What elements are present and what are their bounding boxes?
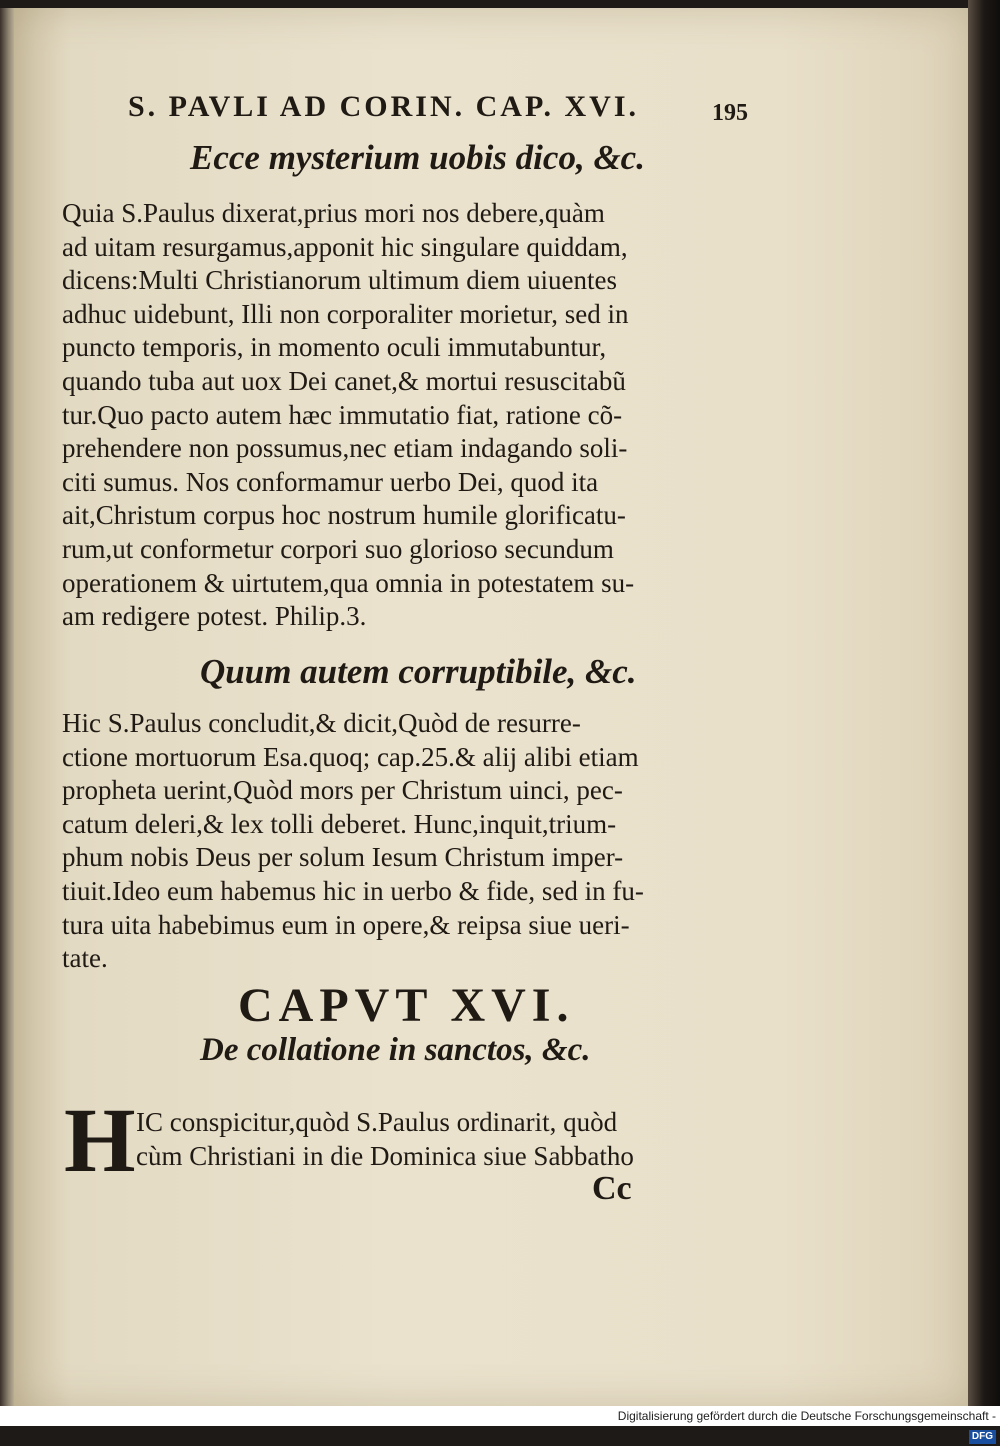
text-line: catum deleri,& lex tolli deberet. Hunc,inquit,trium- [62, 808, 617, 839]
text-line: ctione mortuorum Esa.quoq; cap.25.& alij alibi etiam [62, 741, 639, 772]
text-line: cùm Christiani in die Dominica siue Sabbatho [136, 1140, 634, 1171]
text-line: tiuit.Ideo eum habemus hic in uerbo & fide, sed in fu- [62, 875, 644, 906]
paragraph-2 [62, 707, 752, 976]
page-number: 195 [712, 100, 748, 126]
text-line: quando tuba aut uox Dei canet,& mortui resuscitabũ [62, 365, 626, 396]
text-line: tate. [62, 943, 108, 974]
chapter-subheading: De collatione in sanctos, &c. [200, 1032, 591, 1068]
signature-mark: Cc [592, 1170, 632, 1207]
text-line: am redigere potest. Philip.3. [62, 601, 367, 632]
section-heading-1: Ecce mysterium uobis dico, &c. [190, 138, 645, 177]
text-line: ad uitam resurgamus,apponit hic singulare quiddam, [62, 231, 628, 262]
text-line: tur.Quo pacto autem hæc immutatio fiat, ratione cõ- [62, 399, 623, 430]
text-line: adhuc uidebunt, Illi non corporaliter morietur, sed in [62, 298, 629, 329]
text-line: operationem & uirtutem,qua omnia in potestatem su- [62, 567, 635, 598]
footer-bar [0, 1406, 600, 1426]
chapter-title: CAPVT XVI. [238, 979, 575, 1032]
text-line: citi sumus. Nos conformamur uerbo Dei, quod ita [62, 466, 599, 497]
running-head: S. PAVLI AD CORIN. CAP. XVI. [128, 90, 640, 123]
paragraph-1 [62, 197, 752, 634]
text-line: ait,Christum corpus hoc nostrum humile glorificatu- [62, 500, 626, 531]
dfg-logo: DFG [969, 1430, 996, 1444]
drop-cap: H [64, 1089, 136, 1191]
text-line: IC conspicitur,quòd S.Paulus ordinarit, quòd [136, 1107, 618, 1137]
text-line: puncto temporis, in momento oculi immutabuntur, [62, 332, 607, 363]
text-line: Hic S.Paulus concludit,& dicit,Quòd de resurre- [62, 708, 581, 738]
text-line: prehendere non possumus,nec etiam indagando soli- [62, 433, 628, 464]
book-edge [0, 8, 14, 1406]
text-line: rum,ut conformetur corpori suo glorioso secundum [62, 533, 614, 564]
section-heading-2: Quum autem corruptibile, &c. [200, 652, 637, 691]
text-line: phum nobis Deus per solum Iesum Christum imper- [62, 842, 624, 873]
text-line: propheta uerint,Quòd mors per Christum uinci, pec- [62, 775, 623, 806]
paragraph-3 [136, 1106, 756, 1173]
credit-text: Digitalisierung gefördert durch die Deutsche Forschungsgemeinschaft - [617, 1409, 996, 1423]
text-line: tura uita habebimus eum in opere,& reipsa siue ueri- [62, 909, 630, 940]
text-line: dicens:Multi Christianorum ultimum diem uiuentes [62, 265, 617, 296]
digitization-credit [600, 1406, 1000, 1442]
scan-border [968, 0, 1000, 1406]
text-line: Quia S.Paulus dixerat,prius mori nos debere,quàm [62, 198, 605, 228]
